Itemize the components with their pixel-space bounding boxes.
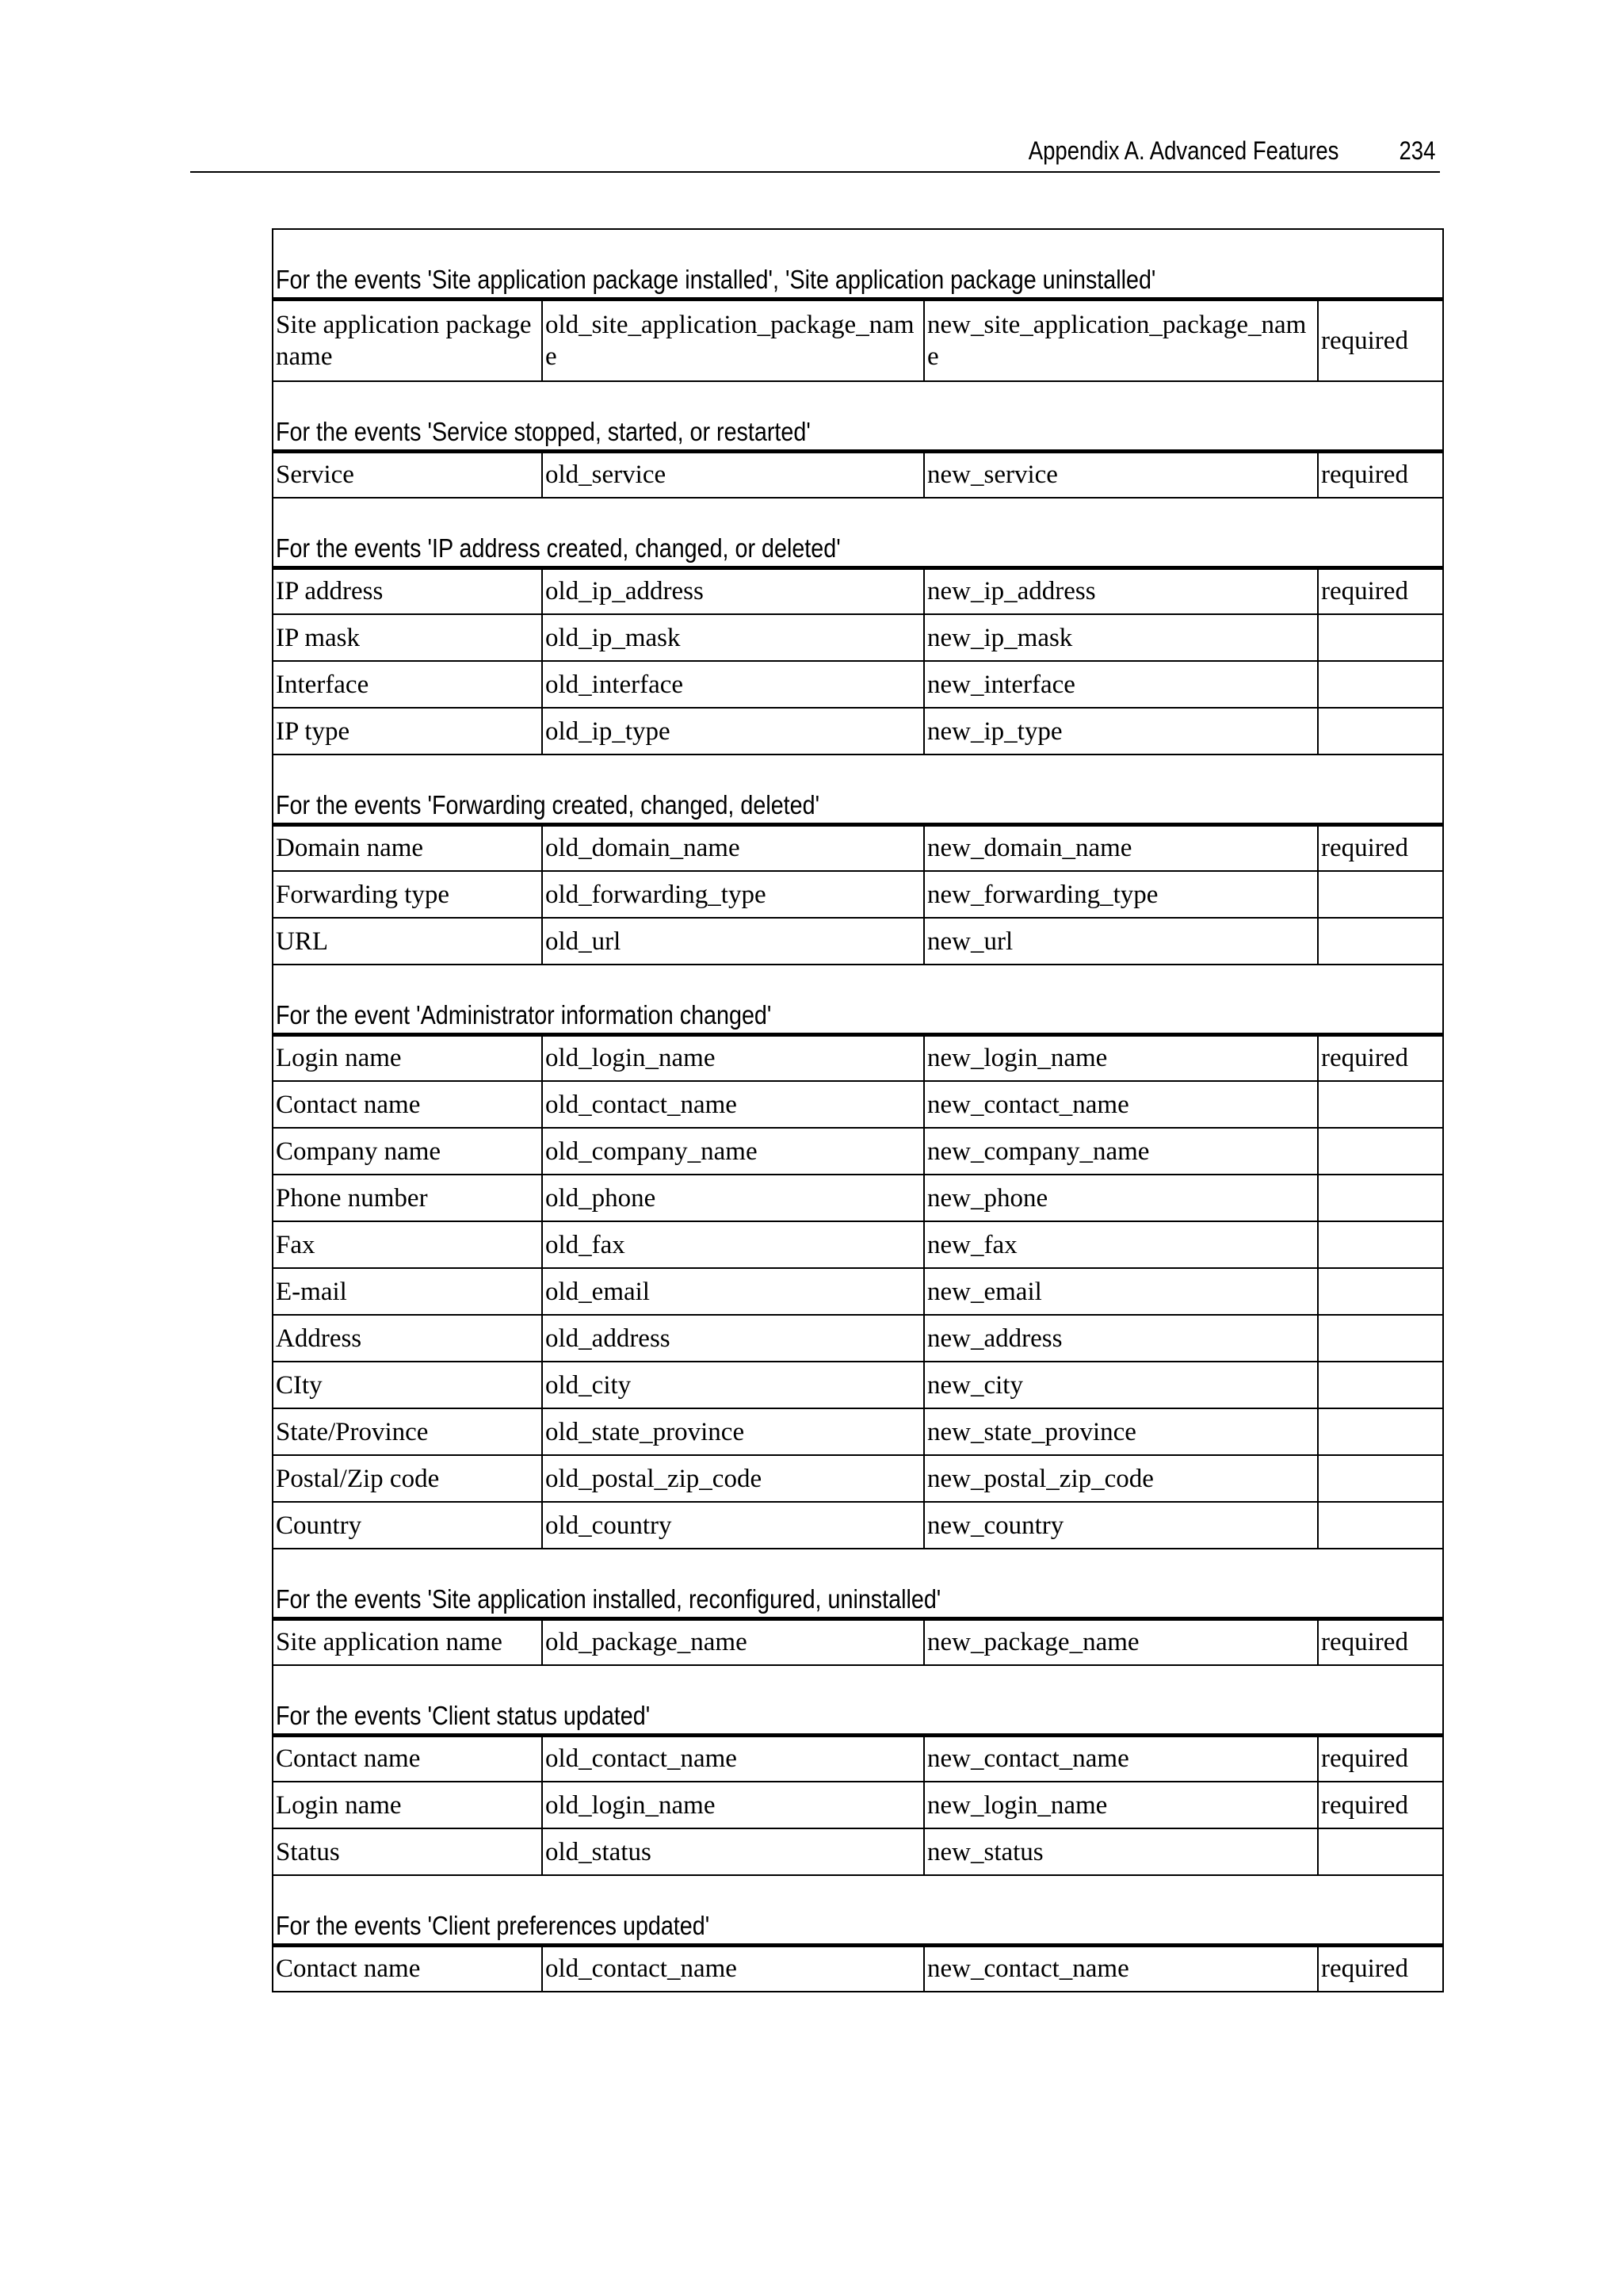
parameter-name-cell: Country: [273, 1502, 542, 1549]
new-value-cell: new_state_province: [924, 1408, 1318, 1455]
section-heading-row: [273, 498, 1443, 567]
table-row: [273, 1455, 1443, 1502]
new-value-cell: new_service: [924, 451, 1318, 498]
required-cell: [1318, 1315, 1443, 1362]
section-heading-row: [273, 755, 1443, 824]
table-row: [273, 1034, 1443, 1081]
parameter-name-cell: Contact name: [273, 1735, 542, 1782]
old-value-cell: old_postal_zip_code: [542, 1455, 924, 1502]
section-heading-row: [273, 1875, 1443, 1945]
table-row: [273, 1618, 1443, 1665]
parameter-name-cell: IP type: [273, 708, 542, 755]
new-value-cell: new_interface: [924, 661, 1318, 708]
parameter-name-cell: Contact name: [273, 1945, 542, 1992]
table-row: [273, 871, 1443, 918]
table-row: [273, 1081, 1443, 1128]
old-value-cell: old_ip_address: [542, 567, 924, 614]
old-value-cell: old_forwarding_type: [542, 871, 924, 918]
parameter-name-cell: Service: [273, 451, 542, 498]
section-heading-row: [273, 381, 1443, 451]
parameter-name-cell: Fax: [273, 1221, 542, 1268]
section-heading-cell: [273, 1665, 1443, 1735]
old-value-cell: old_city: [542, 1362, 924, 1408]
table-row: [273, 1782, 1443, 1828]
required-cell: [1318, 708, 1443, 755]
required-cell: required: [1318, 299, 1443, 381]
new-value-cell: new_company_name: [924, 1128, 1318, 1175]
table-row: [273, 1408, 1443, 1455]
new-value-cell: new_ip_address: [924, 567, 1318, 614]
new-value-cell: new_ip_type: [924, 708, 1318, 755]
table-row: [273, 1828, 1443, 1875]
required-cell: [1318, 1128, 1443, 1175]
parameter-name-cell: Contact name: [273, 1081, 542, 1128]
parameter-name-cell: Forwarding type: [273, 871, 542, 918]
section-heading: For the events 'Service stopped, started, or restarted': [276, 416, 811, 446]
section-heading-row: [273, 1665, 1443, 1735]
new-value-cell: new_address: [924, 1315, 1318, 1362]
new-value-cell: new_contact_name: [924, 1081, 1318, 1128]
new-value-cell: new_email: [924, 1268, 1318, 1315]
new-value-cell: new_url: [924, 918, 1318, 965]
required-cell: [1318, 1081, 1443, 1128]
parameter-name-cell: CIty: [273, 1362, 542, 1408]
new-value-cell: new_site_application_package_name: [924, 299, 1318, 381]
required-cell: [1318, 1502, 1443, 1549]
table-row: [273, 708, 1443, 755]
required-cell: [1318, 1408, 1443, 1455]
old-value-cell: old_status: [542, 1828, 924, 1875]
parameter-name-cell: URL: [273, 918, 542, 965]
old-value-cell: old_company_name: [542, 1128, 924, 1175]
old-value-cell: old_contact_name: [542, 1735, 924, 1782]
parameter-name-cell: Phone number: [273, 1175, 542, 1221]
table-row: [273, 918, 1443, 965]
table-row: [273, 1362, 1443, 1408]
page-header: [190, 133, 1440, 173]
required-cell: required: [1318, 567, 1443, 614]
old-value-cell: old_address: [542, 1315, 924, 1362]
new-value-cell: new_login_name: [924, 1782, 1318, 1828]
new-value-cell: new_city: [924, 1362, 1318, 1408]
table-row: [273, 451, 1443, 498]
parameter-name-cell: Company name: [273, 1128, 542, 1175]
parameter-name-cell: Postal/Zip code: [273, 1455, 542, 1502]
section-heading-row: [273, 229, 1443, 299]
old-value-cell: old_contact_name: [542, 1945, 924, 1992]
section-heading-cell: [273, 1549, 1443, 1618]
section-heading-row: [273, 1549, 1443, 1618]
required-cell: required: [1318, 824, 1443, 871]
required-cell: [1318, 1362, 1443, 1408]
table-row: [273, 1128, 1443, 1175]
parameter-name-cell: E-mail: [273, 1268, 542, 1315]
old-value-cell: old_email: [542, 1268, 924, 1315]
required-cell: required: [1318, 1945, 1443, 1992]
parameter-name-cell: Login name: [273, 1034, 542, 1081]
new-value-cell: new_contact_name: [924, 1735, 1318, 1782]
table-row: [273, 1175, 1443, 1221]
new-value-cell: new_domain_name: [924, 824, 1318, 871]
section-heading: For the events 'Client status updated': [276, 1700, 651, 1730]
new-value-cell: new_status: [924, 1828, 1318, 1875]
old-value-cell: old_ip_mask: [542, 614, 924, 661]
section-heading-cell: [273, 498, 1443, 567]
old-value-cell: old_login_name: [542, 1782, 924, 1828]
section-heading: For the events 'Client preferences updated': [276, 1910, 710, 1940]
new-value-cell: new_country: [924, 1502, 1318, 1549]
section-heading: For the events 'Site application installed, reconfigured, uninstalled': [276, 1584, 941, 1614]
parameter-name-cell: IP mask: [273, 614, 542, 661]
old-value-cell: old_contact_name: [542, 1081, 924, 1128]
parameter-name-cell: IP address: [273, 567, 542, 614]
section-heading: For the events 'Site application package installed', 'Site application package uninstalled': [276, 264, 1156, 294]
section-heading-row: [273, 965, 1443, 1034]
old-value-cell: old_interface: [542, 661, 924, 708]
section-heading: For the events 'Forwarding created, changed, deleted': [276, 789, 820, 819]
parameter-name-cell: State/Province: [273, 1408, 542, 1455]
section-heading: For the event 'Administrator information changed': [276, 999, 772, 1030]
old-value-cell: old_state_province: [542, 1408, 924, 1455]
new-value-cell: new_login_name: [924, 1034, 1318, 1081]
required-cell: required: [1318, 1034, 1443, 1081]
required-cell: required: [1318, 451, 1443, 498]
page-number: 234: [1399, 136, 1435, 165]
required-cell: [1318, 1175, 1443, 1221]
table-row: [273, 1315, 1443, 1362]
parameter-name-cell: Address: [273, 1315, 542, 1362]
table-body: [273, 229, 1443, 1992]
new-value-cell: new_contact_name: [924, 1945, 1318, 1992]
required-cell: [1318, 918, 1443, 965]
table-row: [273, 1502, 1443, 1549]
old-value-cell: old_country: [542, 1502, 924, 1549]
table-row: [273, 1221, 1443, 1268]
new-value-cell: new_ip_mask: [924, 614, 1318, 661]
old-value-cell: old_ip_type: [542, 708, 924, 755]
required-cell: [1318, 1221, 1443, 1268]
old-value-cell: old_login_name: [542, 1034, 924, 1081]
table-row: [273, 299, 1443, 381]
required-cell: [1318, 661, 1443, 708]
required-cell: [1318, 1828, 1443, 1875]
parameter-name-cell: Site application package name: [273, 299, 542, 381]
section-heading-cell: [273, 755, 1443, 824]
section-heading: For the events 'IP address created, changed, or deleted': [276, 533, 841, 563]
parameter-name-cell: Login name: [273, 1782, 542, 1828]
new-value-cell: new_fax: [924, 1221, 1318, 1268]
table-row: [273, 614, 1443, 661]
section-heading-cell: [273, 1875, 1443, 1945]
new-value-cell: new_forwarding_type: [924, 871, 1318, 918]
parameter-name-cell: Interface: [273, 661, 542, 708]
new-value-cell: new_phone: [924, 1175, 1318, 1221]
section-heading-cell: [273, 965, 1443, 1034]
new-value-cell: new_postal_zip_code: [924, 1455, 1318, 1502]
table-row: [273, 1945, 1443, 1992]
table-row: [273, 824, 1443, 871]
required-cell: required: [1318, 1618, 1443, 1665]
parameter-name-cell: Status: [273, 1828, 542, 1875]
table-row: [273, 661, 1443, 708]
table-row: [273, 1735, 1443, 1782]
old-value-cell: old_fax: [542, 1221, 924, 1268]
table-row: [273, 1268, 1443, 1315]
event-parameters-table: [272, 228, 1444, 1992]
parameter-name-cell: Site application name: [273, 1618, 542, 1665]
old-value-cell: old_domain_name: [542, 824, 924, 871]
required-cell: required: [1318, 1782, 1443, 1828]
table-row: [273, 567, 1443, 614]
old-value-cell: old_phone: [542, 1175, 924, 1221]
required-cell: [1318, 1455, 1443, 1502]
required-cell: [1318, 1268, 1443, 1315]
section-heading-cell: [273, 381, 1443, 451]
new-value-cell: new_package_name: [924, 1618, 1318, 1665]
required-cell: [1318, 871, 1443, 918]
old-value-cell: old_service: [542, 451, 924, 498]
old-value-cell: old_site_application_package_name: [542, 299, 924, 381]
old-value-cell: old_package_name: [542, 1618, 924, 1665]
header-title: Appendix A. Advanced Features: [1028, 136, 1338, 165]
parameter-name-cell: Domain name: [273, 824, 542, 871]
required-cell: [1318, 614, 1443, 661]
required-cell: required: [1318, 1735, 1443, 1782]
section-heading-cell: [273, 229, 1443, 299]
old-value-cell: old_url: [542, 918, 924, 965]
